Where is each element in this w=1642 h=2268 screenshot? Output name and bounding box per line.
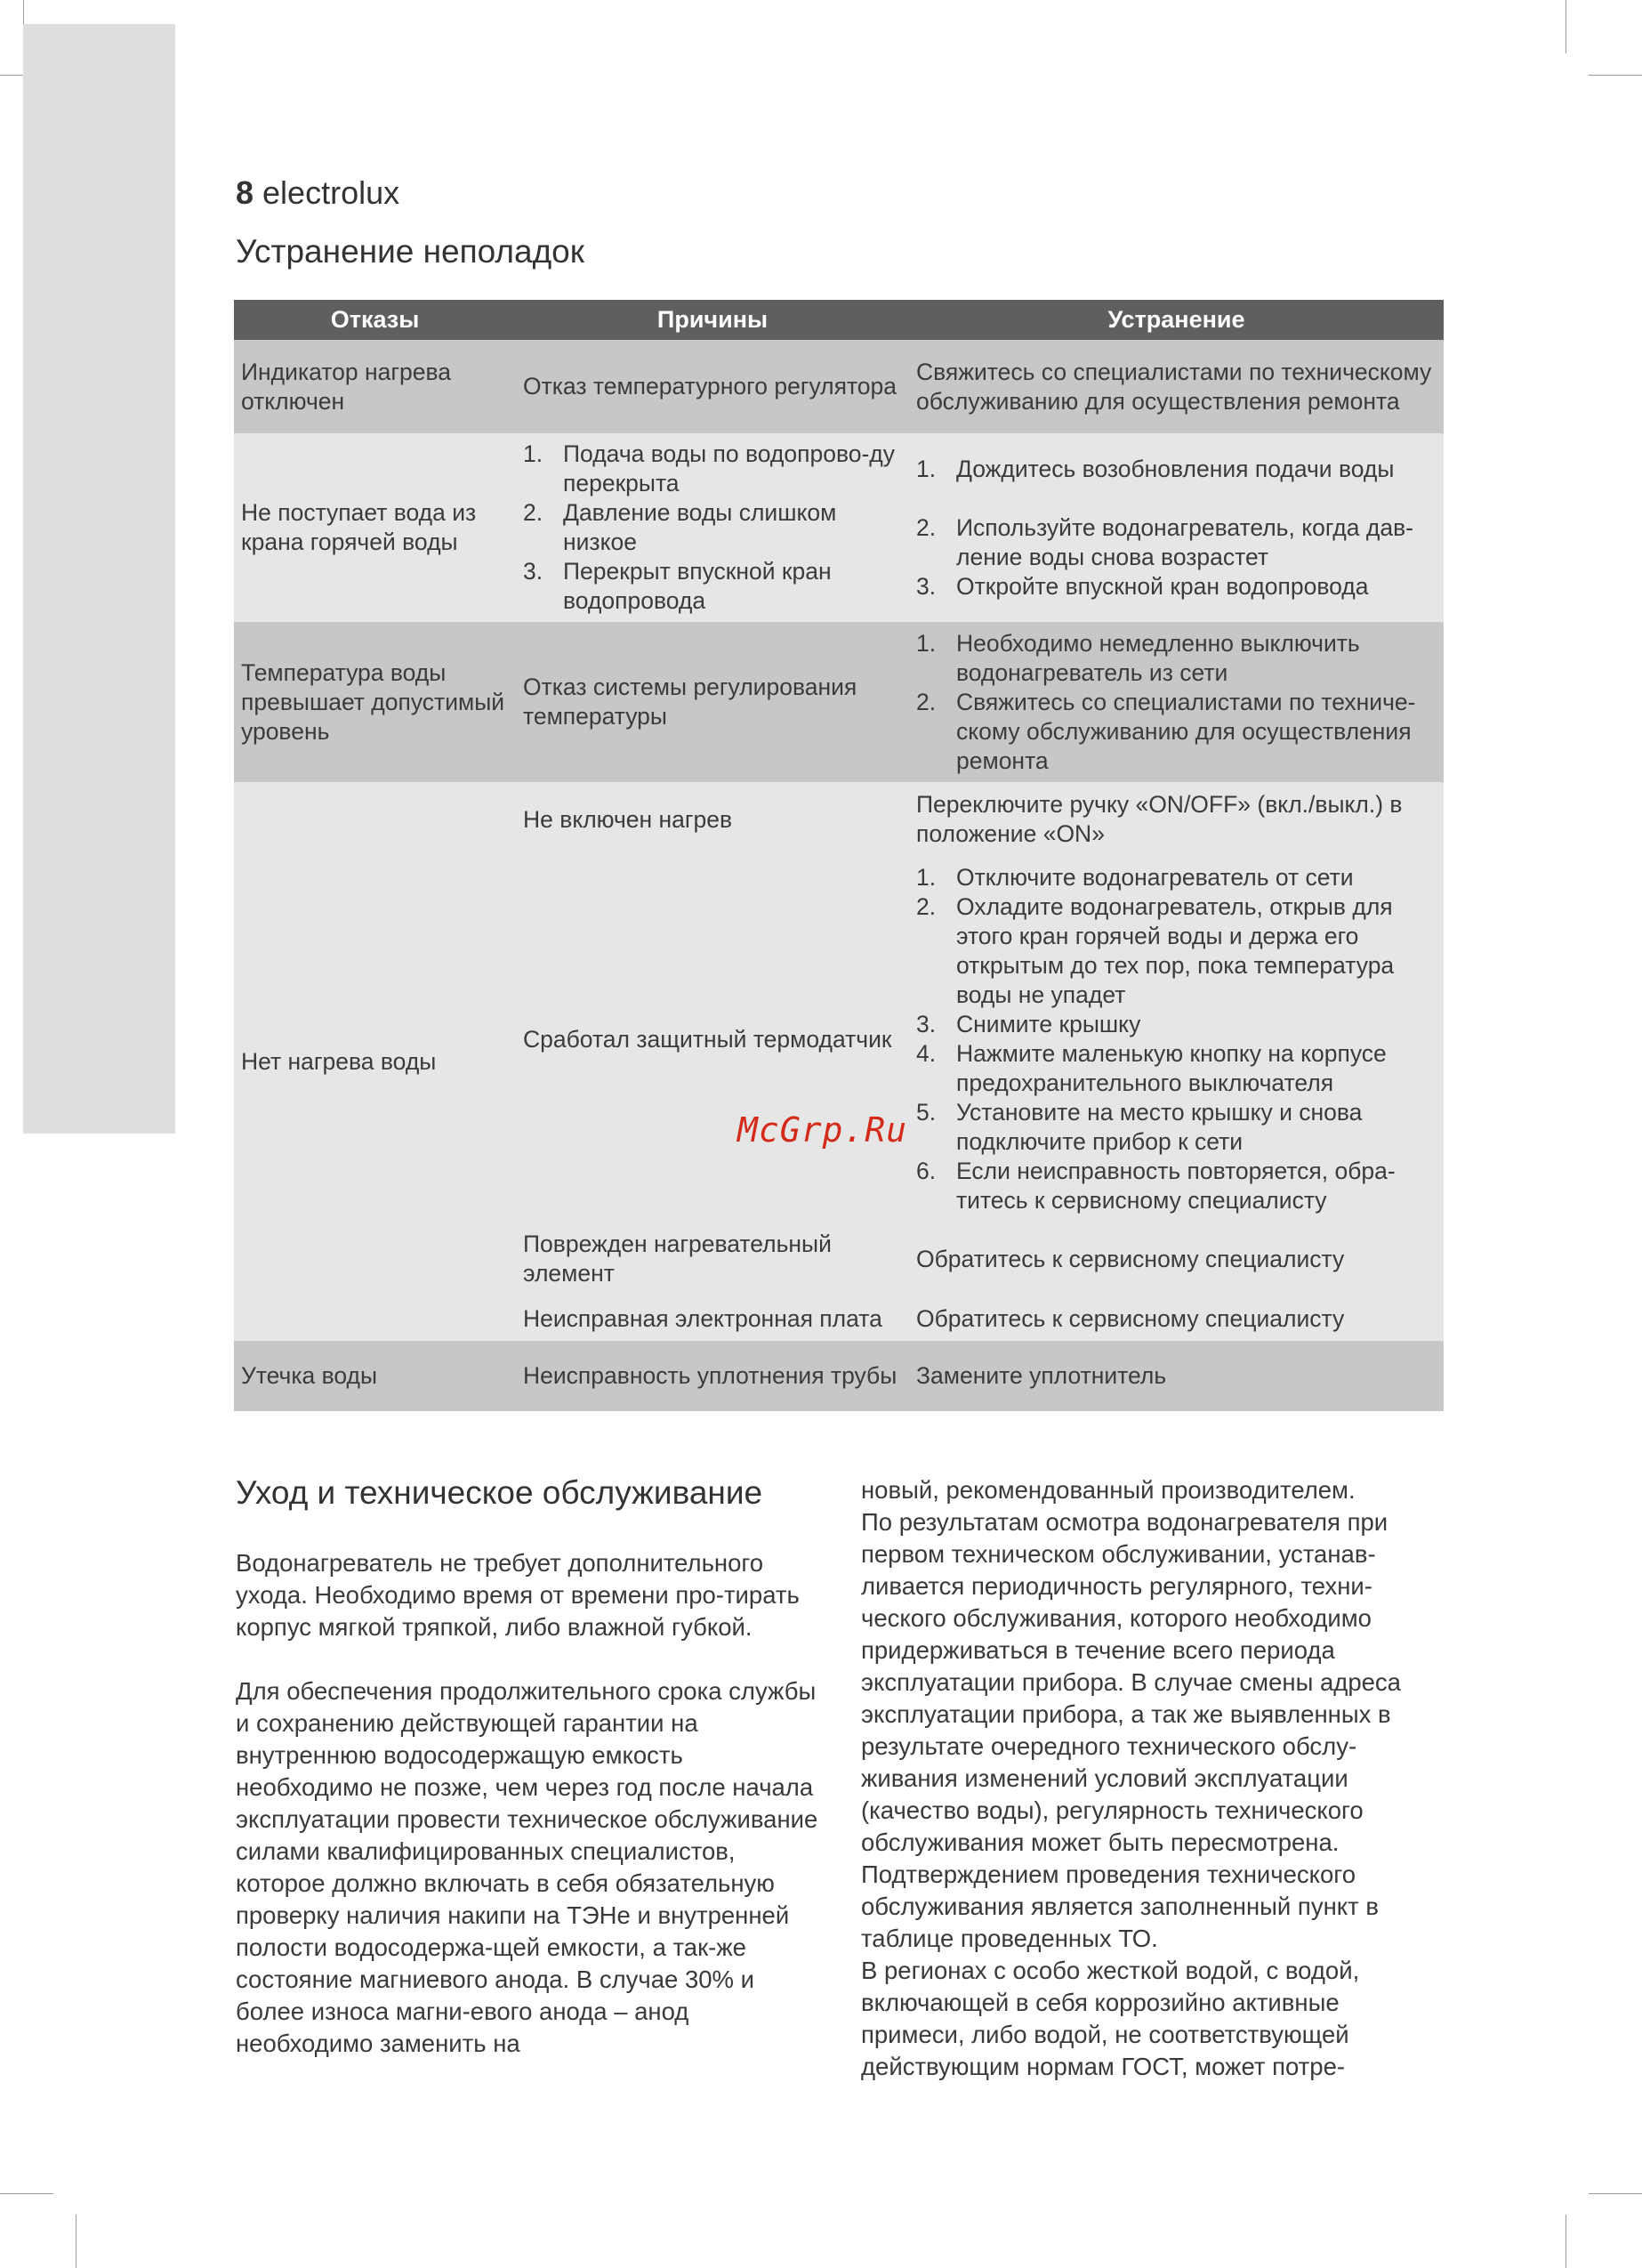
- remedy-cell: Свяжитесь со специалистами по техническому обслуживанию для осуществления ремонта: [909, 340, 1444, 433]
- table-row: [234, 433, 1444, 622]
- list-item: 3. Откройте впускной кран водопровода: [916, 572, 1369, 600]
- remedy-cell: [909, 857, 1444, 1222]
- paragraph: новый, рекомендованный производителем.: [861, 1476, 1356, 1504]
- list-item: 1. Подача воды по водопрово-ду перекрыта: [523, 440, 896, 496]
- table-header-row: [234, 300, 1444, 340]
- list-item: 1. Необходимо немедленно выключить водонагреватель из сети: [916, 629, 1360, 686]
- maintenance-left-column: [236, 1547, 823, 2060]
- cause-cell: Неисправность уплотнения трубы: [516, 1341, 909, 1411]
- crop-mark: [0, 2193, 53, 2194]
- remedy-cell: Переключите ручку «ON/OFF» (вкл./выкл.) в положение «ON»: [909, 782, 1444, 857]
- watermark: McGrp.Ru: [737, 1110, 908, 1150]
- fault-cell: Не поступает вода из крана горячей воды: [234, 433, 516, 622]
- paragraph: Для обеспечения продолжительного срока службы и сохранению действующей гарантии на внутреннюю водосодержащую емкость необходимо не позже, чем через год после начала эксплуатации провести техническое обслуживание силами квалифицированных специалистов, которое должно включать в себя обязательную проверку наличия накипи на ТЭНе и внутренней полости водосодержа-щей емкости, а так-же состояние магниевого анода. В случае 30% и более износа магни-евого анода – анод необходимо заменить на: [236, 1677, 818, 2057]
- list-item: 2. Давление воды слишком низкое: [523, 499, 837, 555]
- column-header: Причины: [516, 300, 909, 340]
- paragraph: Водонагреватель не требует дополнительного ухода. Необходимо время от времени про-тирать корпус мягкой тряпкой, либо влажной губкой.: [236, 1549, 800, 1641]
- list-item: 1. Дождитесь возобновления подачи воды: [916, 455, 1395, 482]
- cause-cell: Поврежден нагревательный элемент: [516, 1222, 909, 1296]
- remedy-cell: Обратитесь к сервисному специалисту: [909, 1296, 1444, 1341]
- cause-cell: Не включен нагрев: [516, 782, 909, 857]
- fault-cell: Индикатор нагрева отключен: [234, 340, 516, 433]
- cause-cell: [516, 433, 909, 622]
- remedy-cell: Обратитесь к сервисному специалисту: [909, 1222, 1444, 1296]
- cause-list: [523, 440, 909, 616]
- list-item: 6. Если неисправность повторяется, обра-титесь к сервисному специалисту: [916, 1158, 1396, 1214]
- troubleshooting-table: [234, 300, 1444, 1411]
- list-item: 1. Отключите водонагреватель от сети: [916, 864, 1354, 891]
- page-header: [236, 174, 399, 212]
- cause-cell: Сработал защитный термодатчик: [516, 857, 909, 1222]
- table-row: [234, 340, 1444, 433]
- maintenance-right-column: [861, 1474, 1448, 2083]
- fault-cell: Температура воды превышает допустимый уровень: [234, 622, 516, 782]
- crop-mark: [1589, 75, 1642, 76]
- remedy-cell: [909, 433, 1444, 622]
- crop-mark: [1589, 2193, 1642, 2194]
- list-item: 3. Снимите крышку: [916, 1011, 1141, 1037]
- list-item: 2. Используйте водонагреватель, когда дав-ление воды снова возрастет: [916, 513, 1413, 570]
- paragraph: Подтверждением проведения технического обслуживания является заполненный пункт в таблице проведенных ТО.: [861, 1860, 1379, 1952]
- side-color-bar: [23, 24, 175, 1134]
- list-item: 5. Установите на место крышку и снова подключите прибор к сети: [916, 1099, 1363, 1155]
- column-header: Устранение: [909, 300, 1444, 340]
- table-row: [234, 1341, 1444, 1411]
- paragraph: В регионах с особо жесткой водой, с водой, включающей в себя коррозийно активные примеси, либо водой, не соответствующей действующим нормам ГОСТ, может потре-: [861, 1957, 1360, 2080]
- list-item: 3. Перекрыт впускной кран водопровода: [523, 558, 832, 614]
- list-item: 2. Свяжитесь со специалистами по техниче-скому обслуживанию для осуществления ремонта: [916, 688, 1416, 774]
- remedy-list: [916, 629, 1444, 776]
- fault-cell: Нет нагрева воды: [234, 782, 516, 1341]
- cause-cell: Отказ температурного регулятора: [516, 340, 909, 433]
- column-header: Отказы: [234, 300, 516, 340]
- troubleshooting-title: Устранение неполадок: [236, 233, 584, 270]
- remedy-list: [916, 455, 1444, 601]
- remedy-list: [916, 863, 1444, 1215]
- cause-cell: Неисправная электронная плата: [516, 1296, 909, 1341]
- remedy-cell: Замените уплотнитель: [909, 1341, 1444, 1411]
- maintenance-title: Уход и техническое обслуживание: [236, 1474, 763, 1511]
- list-item: 4. Нажмите маленькую кнопку на корпусе предохранительного выключателя: [916, 1040, 1387, 1096]
- fault-cell: Утечка воды: [234, 1341, 516, 1411]
- table-row: [234, 622, 1444, 782]
- list-item: 2. Охладите водонагреватель, открыв для этого кран горячей воды и держа его открытым до тех пор, пока температура воды не упадет: [916, 893, 1395, 1008]
- page-number: 8: [236, 174, 254, 211]
- brand-name: electrolux: [262, 174, 400, 211]
- remedy-cell: [909, 622, 1444, 782]
- paragraph: По результатам осмотра водонагревателя при первом техническом обслуживании, устанав-ливается периодичность регулярного, техни-ческого обслуживания, которого необходимо придерживаться в течение всего периода эксплуатации прибора. В случае смены адреса эксплуатации прибора, а так же выявленных в результате очередного технического обслу-живания изменений условий эксплуатации (качество воды), регулярность технического обслуживания может быть пересмотрена.: [861, 1508, 1401, 1856]
- table-row: [234, 782, 1444, 857]
- cause-cell: Отказ системы регулирования температуры: [516, 622, 909, 782]
